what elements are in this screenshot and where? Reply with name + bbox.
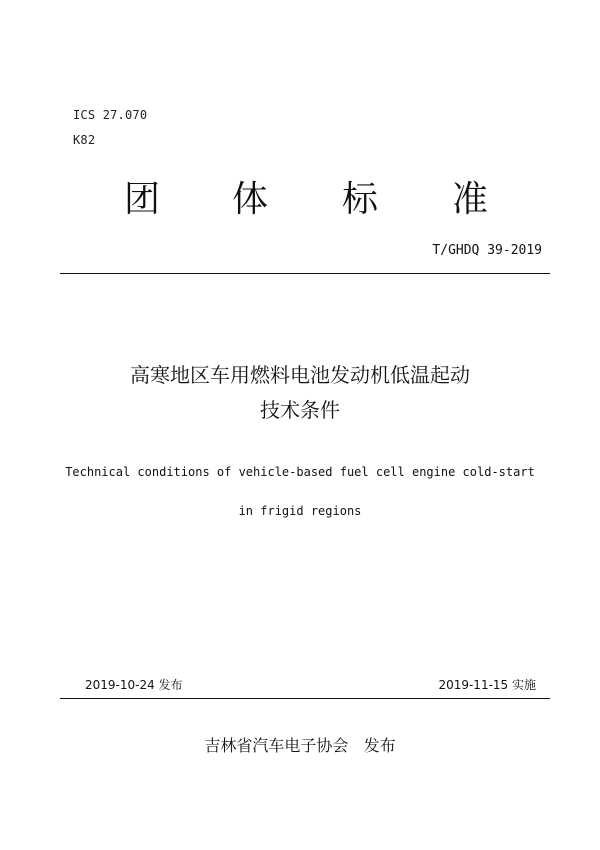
chinese-title-line-2: 技术条件 — [260, 398, 340, 422]
english-title-line-1: Technical conditions of vehicle-based fuel cell engine cold-start — [65, 465, 535, 479]
group-standard-char: 体 — [232, 179, 269, 220]
bottom-divider — [60, 698, 550, 699]
group-standard-char: 团 — [124, 179, 161, 220]
group-standard-char: 准 — [452, 179, 489, 220]
top-divider — [60, 273, 550, 274]
standard-number: T/GHDQ 39-2019 — [432, 243, 542, 258]
ics-code: ICS 27.070 — [73, 108, 148, 122]
chinese-title-line-1: 高寒地区车用燃料电池发动机低温起动 — [130, 363, 470, 387]
group-standard-char: 标 — [342, 179, 379, 220]
publisher: 吉林省汽车电子协会 发布 — [204, 736, 396, 755]
implement-date: 2019-11-15 实施 — [438, 678, 536, 692]
publish-date: 2019-10-24 发布 — [85, 678, 183, 692]
group-standard-title — [60, 178, 550, 222]
classification-code: K82 — [73, 133, 96, 147]
english-title-line-2: in frigid regions — [238, 504, 362, 518]
